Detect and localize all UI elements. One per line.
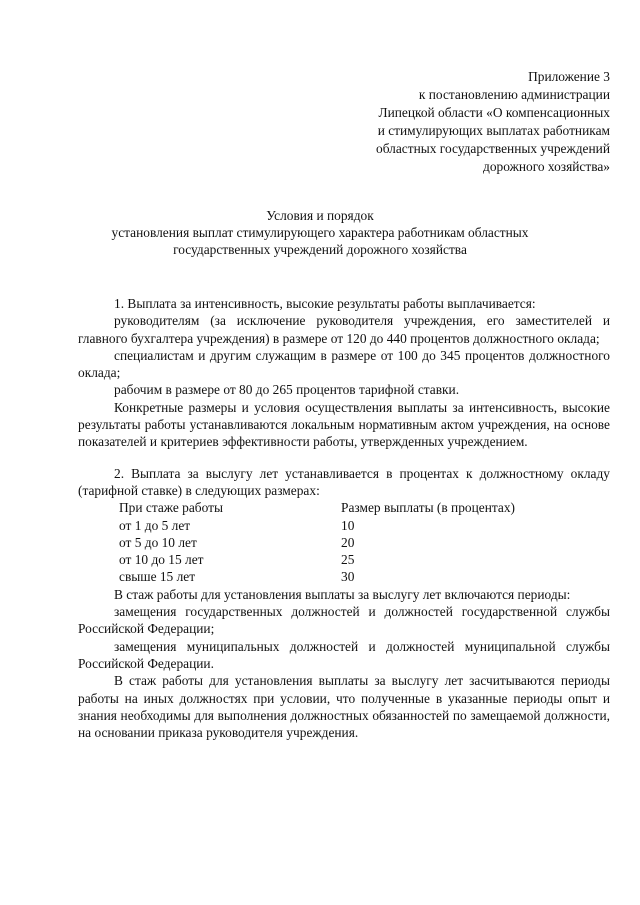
section2-intro: 2. Выплата за выслугу лет устанавливается в процентах к должностному окладу (тарифной ставке) в следующих размерах: [78, 465, 610, 498]
table-row [119, 517, 539, 534]
table-cell: свыше 15 лет [119, 569, 196, 585]
appendix-line: Липецкой области «О компенсационных [378, 105, 610, 120]
section1-managers: руководителям (за исключение руководителя учреждения, его заместителей и главного бухгалтера учреждения) в размере от 120 до 440 процентов должностного оклада; [78, 313, 610, 346]
table-header-cell: При стаже работы [119, 500, 223, 516]
appendix-line: и стимулирующих выплатах работникам [377, 123, 610, 138]
section1-conditions: Конкретные размеры и условия осуществления выплаты за интенсивность, высокие результаты работы устанавливаются локальным нормативным актом учреждения, на основе показателей и критериев эффективности работы, утвержденных учреждением. [78, 399, 610, 450]
seniority-table [119, 499, 539, 585]
table-header-row [119, 499, 539, 516]
table-cell: от 1 до 5 лет [119, 517, 191, 533]
appendix-line: дорожного хозяйства» [483, 159, 610, 174]
section2-municipal-service: замещения муниципальных должностей и должностей муниципальной службы Российской Федерации. [78, 638, 610, 671]
table-cell: 10 [341, 517, 355, 533]
appendix-line: к постановлению администрации [418, 87, 610, 102]
section2-periods: В стаж работы для установления выплаты за выслугу лет включаются периоды: [114, 586, 571, 602]
table-cell: от 5 до 10 лет [119, 534, 197, 550]
section2-other-positions: В стаж работы для установления выплаты за выслугу лет засчитываются периоды работы на иных должностях при условии, что полученные в указанные периоды опыт и знания необходимы для выполнения должностных обязанностей по замещаемой должности, на основании приказа руководителя учреждения. [78, 673, 610, 741]
table-cell: 30 [341, 569, 355, 585]
table-cell: от 10 до 15 лет [119, 552, 204, 568]
document-body [78, 295, 610, 741]
table-cell: 20 [341, 534, 355, 550]
table-header-cell: Размер выплаты (в процентах) [341, 500, 515, 516]
title-line: государственных учреждений дорожного хозяйства [173, 242, 467, 257]
section2-state-service: замещения государственных должностей и должностей государственной службы Российской Федерации; [78, 604, 610, 637]
title-line: Условия и порядок [266, 208, 374, 223]
appendix-line: областных государственных учреждений [376, 141, 610, 156]
section1-intro: 1. Выплата за интенсивность, высокие результаты работы выплачивается: [114, 296, 536, 311]
section1-workers: рабочим в размере от 80 до 265 процентов тарифной ставки. [114, 382, 460, 398]
document-title [40, 207, 600, 258]
appendix-line: Приложение 3 [528, 69, 610, 84]
table-row [119, 568, 539, 585]
section1-specialists: специалистам и другим служащим в размере от 100 до 345 процентов должностного оклада; [78, 347, 610, 381]
section-gap [78, 451, 610, 465]
table-row [119, 551, 539, 568]
table-row [119, 534, 539, 551]
appendix-header [290, 68, 610, 176]
table-cell: 25 [341, 552, 355, 568]
title-line: установления выплат стимулирующего характера работникам областных [111, 225, 529, 240]
